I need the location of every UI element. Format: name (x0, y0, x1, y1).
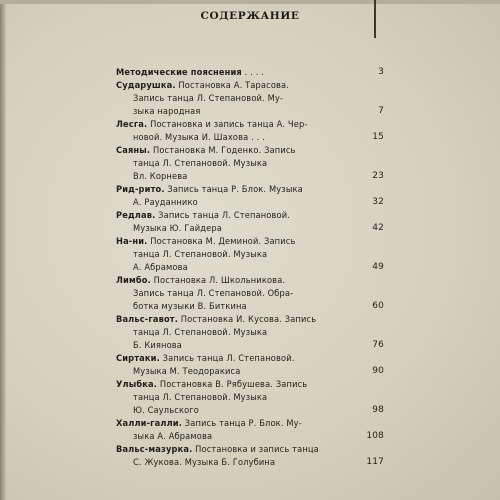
toc-entry-heading: Рид-рито. (116, 184, 165, 195)
toc-entry-line (116, 391, 378, 404)
toc-entry-text: Запись танца Л. Степановой. Обра- (133, 288, 294, 299)
toc-entry-line (116, 365, 384, 378)
toc-entry-line (116, 105, 384, 118)
toc-entry-heading: Вальс-мазурка. (116, 444, 193, 455)
toc-entry (116, 417, 384, 443)
toc-entry (116, 66, 384, 79)
toc-entry-line (116, 222, 384, 235)
toc-entry-heading: Вальс-гавот. (116, 314, 179, 325)
toc-page-number: 108 (366, 431, 384, 441)
toc-page-number: 23 (372, 171, 384, 181)
toc-entry-text: танца Л. Степановой. Музыка (133, 327, 268, 338)
toc-entry-heading: На-ни. (116, 236, 148, 247)
toc-entry-heading: Лесга. (116, 119, 148, 130)
toc-entry-text: Б. Киянова (133, 340, 183, 351)
page-title: СОДЕРЖАНИЕ (200, 10, 300, 22)
table-of-contents (116, 66, 384, 469)
toc-entry (116, 144, 384, 183)
toc-entry-text: зыка А. Абрамова (133, 431, 213, 442)
toc-page-number: 7 (378, 106, 384, 116)
toc-entry-text: зыка народная (133, 106, 201, 117)
toc-page-number: 76 (372, 340, 384, 350)
toc-entry-line (116, 118, 378, 131)
toc-entry-line (116, 248, 378, 261)
toc-entry-text: Вл. Корнева (133, 171, 188, 182)
toc-entry-line (116, 430, 384, 443)
toc-entry-text: Постановка В. Рябушева. Запись (157, 379, 308, 390)
toc-entry-heading: Лимбо. (116, 275, 151, 286)
toc-entry (116, 235, 384, 274)
toc-entry-line (116, 274, 378, 287)
toc-entry-text: Запись танца Р. Блок. Музыка (164, 184, 303, 195)
toc-entry-line (116, 417, 378, 430)
toc-page-number: 42 (372, 223, 384, 233)
toc-page-number: 32 (372, 197, 384, 207)
toc-entry (116, 274, 384, 313)
toc-entry-text: С. Жукова. Музыка Б. Голубина (133, 457, 276, 468)
toc-entry-text: Запись танца Л. Степановой. (155, 210, 291, 221)
toc-page-number: 98 (372, 405, 384, 415)
toc-entry-line (116, 326, 378, 339)
toc-entry-text: Запись танца Л. Степановой. Му- (133, 93, 284, 104)
toc-entry-text: . . . . (241, 67, 265, 78)
toc-entry-heading: Редлав. (116, 210, 156, 221)
toc-entry-text: Запись танца Р. Блок. Му- (182, 418, 302, 429)
toc-page-number: 15 (372, 132, 384, 142)
toc-entry-line (116, 339, 384, 352)
toc-entry-text: Музыка М. Теодоракиса (133, 366, 241, 377)
toc-page-number: 117 (366, 457, 384, 467)
toc-entry-line (116, 144, 378, 157)
toc-entry-heading: Сиртаки. (116, 353, 160, 364)
toc-entry-line (116, 157, 378, 170)
toc-entry (116, 352, 384, 378)
toc-entry-line (116, 183, 378, 196)
toc-entry-line (116, 456, 384, 469)
toc-entry-line (116, 131, 384, 144)
toc-entry-line (116, 287, 378, 300)
toc-entry-text: Постановка и запись танца (192, 444, 319, 455)
toc-entry (116, 183, 384, 209)
toc-page-number: 60 (372, 301, 384, 311)
toc-entry-line (116, 261, 384, 274)
toc-entry-heading: Халли-галли. (116, 418, 183, 429)
toc-entry-line (116, 313, 378, 326)
toc-entry-line (116, 352, 378, 365)
toc-entry (116, 443, 384, 469)
toc-entry-line (116, 300, 384, 313)
toc-entry-text: танца Л. Степановой. Музыка (133, 392, 268, 403)
toc-entry (116, 378, 384, 417)
toc-entry-text: Постановка А. Тарасова. (175, 80, 290, 91)
toc-entry-line (116, 92, 378, 105)
toc-entry (116, 313, 384, 352)
toc-entry-heading: Сударушка. (116, 80, 176, 91)
toc-entry-line (116, 378, 378, 391)
toc-entry-line (116, 404, 384, 417)
toc-entry-text: Постановка М. Годенко. Запись (150, 145, 296, 156)
top-edge (0, 0, 500, 4)
toc-entry-text: Постановка Л. Школьникова. (150, 275, 286, 286)
page-edge-shadow (0, 0, 6, 500)
toc-page-number: 90 (372, 366, 384, 376)
toc-entry-text: Постановка и запись танца А. Чер- (147, 119, 308, 130)
toc-entry-text: новой. Музыка И. Шахова . . . (133, 132, 265, 143)
toc-entry-line (116, 209, 378, 222)
toc-page-number: 3 (378, 67, 384, 77)
toc-entry-line (116, 196, 384, 209)
toc-entry-heading: Методические пояснения (116, 67, 242, 78)
toc-entry-text: Запись танца Л. Степановой. (159, 353, 295, 364)
toc-entry-line (116, 235, 378, 248)
toc-entry-text: Постановка М. Деминой. Запись (147, 236, 296, 247)
toc-entry-text: танца Л. Степановой. Музыка (133, 249, 268, 260)
toc-entry-text: А. Абрамова (133, 262, 188, 273)
toc-entry-line (116, 66, 384, 79)
toc-entry-text: А. Рауданнико (133, 197, 198, 208)
toc-entry-heading: Саяны. (116, 145, 151, 156)
toc-entry (116, 79, 384, 118)
toc-page-number: 49 (372, 262, 384, 272)
toc-entry (116, 209, 384, 235)
toc-entry-line (116, 170, 384, 183)
toc-entry (116, 118, 384, 144)
toc-entry-text: Постановка И. Кусова. Запись (178, 314, 317, 325)
toc-entry-line (116, 79, 378, 92)
toc-entry-line (116, 443, 378, 456)
toc-entry-text: Ю. Саульского (133, 405, 199, 416)
toc-entry-text: ботка музыки В. Биткина (133, 301, 247, 312)
toc-entry-text: Музыка Ю. Гайдера (133, 223, 222, 234)
toc-entry-text: танца Л. Степановой. Музыка (133, 158, 268, 169)
toc-entry-heading: Улыбка. (116, 379, 158, 390)
